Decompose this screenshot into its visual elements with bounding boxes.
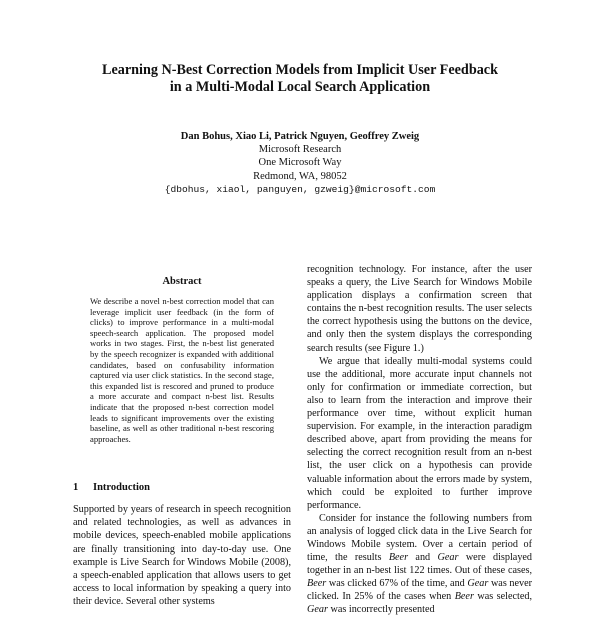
address-line-2: Redmond, WA, 98052: [253, 170, 347, 182]
paper-title: [60, 62, 540, 96]
emphasis-term: Gear: [307, 604, 328, 616]
author-names: Dan Bohus, Xiao Li, Patrick Nguyen, Geoffrey Zweig: [180, 131, 420, 142]
right-column: [307, 263, 532, 617]
title-line-2: in a Multi-Modal Local Search Application: [169, 79, 431, 95]
paragraph-text: were displayed together in an n-best list 122 times. Out of these cases,: [307, 552, 533, 577]
paragraph-text: Consider for instance the following numbers from an analysis of logged click data in the Live Search for Windows Mobile system. Over a certain period of time, the results: [307, 512, 532, 564]
paragraph-text: was selected,: [477, 591, 532, 603]
abstract-text: We describe a novel n-best correction model that can leverage implicit user feedback (in the form of clicks) to improve performance in a multi-modal speech-search application. The proposed model works in two stages. First, the n-best list generated by the speech recognizer is expanded with additional candidates, based on confusability information captured via user click statistics. In the second stage, this expanded list is rescored and pruned to produce a more accurate and compact n-best list. Results indicate that the proposed n-best correction model leads to significant improvements over the existing baseline, as well as other traditional n-best rescoring approaches.: [90, 296, 274, 444]
title-line-1: Learning N-Best Correction Models from Implicit User Feedback: [101, 62, 498, 78]
section-heading: [73, 482, 150, 493]
affiliation: Microsoft Research: [258, 144, 342, 156]
emphasis-term: Beer: [454, 591, 474, 603]
section-title: Introduction: [93, 482, 150, 493]
paragraph-text: was never clicked. In 25% of the cases when: [307, 578, 533, 603]
emphasis-term: Gear: [437, 552, 459, 564]
paragraph: recognition technology. For instance, after the user speaks a query, the Live Search for Windows Mobile application displays a confirmation screen that contains the n-best recognition results. The user selects the correct hypothesis using the buttons on the device, and only then the system displays the corresponding search results (see Figure 1.): [307, 264, 532, 354]
author-block: [60, 130, 540, 196]
abstract-section: [90, 276, 274, 444]
emphasis-term: Gear: [467, 578, 489, 590]
address-line-1: One Microsoft Way: [258, 157, 342, 169]
paragraph: We argue that ideally multi-modal systems could use the additional, more accurate input channels not only for confirmation or immediate correction, but also to learn from the interaction and improve their performance over time, without explicit human supervision. For example, in the interaction paradigm described above, apart from providing the means for selecting the correct recognition result from an n-best list, the user click on a hypothesis can provide valuable information about the errors made by system, which could be exploited to further improve performance.: [307, 355, 532, 511]
paragraph-text: was clicked 67% of the time, and: [328, 578, 465, 590]
paragraph-text: was incorrectly presented: [330, 604, 435, 616]
paragraph-text: and: [415, 552, 431, 564]
emphasis-term: Beer: [307, 578, 327, 590]
paragraph: [307, 512, 532, 617]
section-number: 1: [73, 482, 79, 493]
author-emails: {dbohus, xiaol, panguyen, gzweig}@microsoft.com: [164, 183, 436, 195]
emphasis-term: Beer: [388, 552, 409, 564]
abstract-heading: Abstract: [162, 276, 202, 287]
introduction-text: Supported by years of research in speech recognition and related technologies, as well as advances in mobile devices, speech-enabled mobile applications are finally transitioning into day-to-day use. One example is Live Search for Windows Mobile (2008), a speech-enabled application that allows users to get access to local information by speaking a query into their device. Several other systems: [73, 504, 291, 608]
